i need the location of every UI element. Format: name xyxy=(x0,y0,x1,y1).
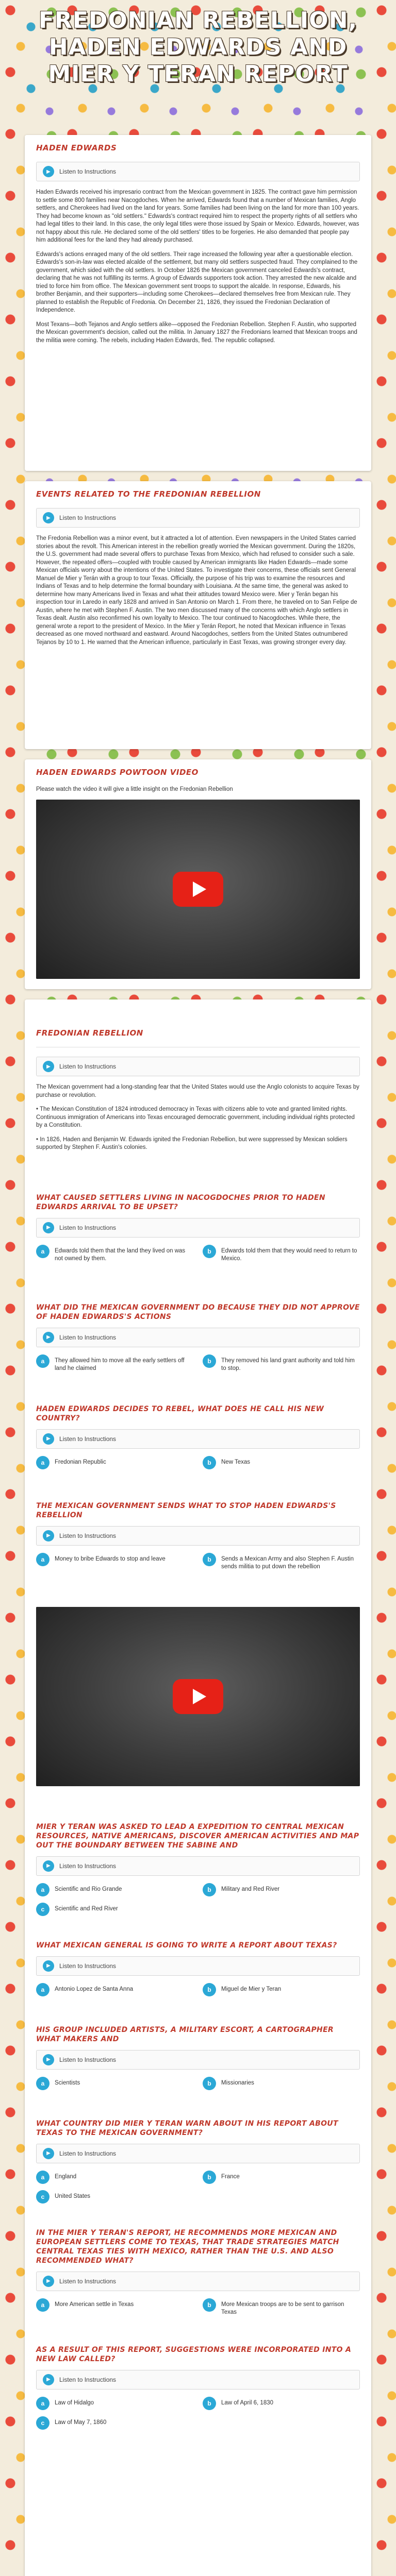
answer-option-b[interactable] xyxy=(203,1883,360,1896)
section-title: FREDONIAN REBELLION xyxy=(36,1028,143,1038)
play-icon[interactable] xyxy=(173,872,223,907)
answer-option-b[interactable] xyxy=(203,1456,360,1469)
option-letter: a xyxy=(36,2077,50,2090)
option-letter: c xyxy=(36,2416,50,2430)
listen-button[interactable] xyxy=(36,1526,360,1546)
option-letter: a xyxy=(36,1245,50,1258)
listen-button[interactable] xyxy=(36,162,360,181)
question-title: HIS GROUP INCLUDED ARTISTS, A MILITARY ESCORT, A CARTOGRAPHER WHAT MAKERS AND xyxy=(36,2025,334,2043)
option-letter: c xyxy=(36,1903,50,1916)
speaker-icon: ▶ xyxy=(43,1960,54,1972)
answer-option-b[interactable] xyxy=(203,2298,360,2316)
speaker-icon: ▶ xyxy=(43,1860,54,1872)
question-title: WHAT DID THE MEXICAN GOVERNMENT DO BECAUSE THEY DID NOT APPROVE OF HADEN EDWARDS'S ACTIONS xyxy=(36,1303,360,1321)
option-text: More Mexican troops are to be sent to garrison Texas xyxy=(221,2301,344,2315)
question-block xyxy=(36,1941,360,1996)
question-title: WHAT COUNTRY DID MIER Y TERAN WARN ABOUT IN HIS REPORT ABOUT TEXAS TO THE MEXICAN GOVERNMENT? xyxy=(36,2119,338,2137)
question-block xyxy=(36,1822,360,1916)
listen-button[interactable] xyxy=(36,1429,360,1449)
option-letter: a xyxy=(36,1983,50,1996)
question-block xyxy=(36,2025,360,2090)
section-title: HADEN EDWARDS xyxy=(36,143,117,152)
video-card xyxy=(25,759,371,989)
answer-option-b[interactable] xyxy=(203,1245,360,1263)
question-title: AS A RESULT OF THIS REPORT, SUGGESTIONS WERE INCORPORATED INTO A NEW LAW CALLED? xyxy=(36,2345,352,2363)
option-text: Scientists xyxy=(55,2079,80,2086)
listen-button[interactable] xyxy=(36,508,360,528)
question-block xyxy=(36,2119,360,2204)
answer-option-a[interactable] xyxy=(36,1983,193,1996)
question-title: MIER Y TERAN WAS ASKED TO LEAD A EXPEDITION TO CENTRAL MEXICAN RESOURCES, NATIVE AMERICANS, DISCOVER AMERICAN ACTIVITIES AND MAP OUT THE BOUNDARY BETWEEN THE SABINE AND xyxy=(36,1822,359,1850)
speaker-icon: ▶ xyxy=(43,1222,54,1233)
answer-options xyxy=(36,2298,360,2316)
option-letter: a xyxy=(36,2171,50,2184)
option-letter: a xyxy=(36,2397,50,2410)
option-letter: b xyxy=(203,1456,216,1469)
option-letter: b xyxy=(203,2171,216,2184)
option-letter: b xyxy=(203,1983,216,1996)
answer-option-b[interactable] xyxy=(203,1983,360,1996)
haden-edwards-card xyxy=(25,135,371,471)
video-caption: Please watch the video it will give a little insight on the Fredonian Rebellion xyxy=(36,786,233,792)
answer-option-a[interactable] xyxy=(36,2171,193,2184)
paragraph: Edwards's actions enraged many of the old settlers. Their rage increased the following year after a questionable election. Edwards's son-in-law was elected alcalde of the settlement, but many old settlers suspected fraud. They complained to the government, which sided with the old settlers. In October 1826 the Mexican government canceled Edwards's contract, declaring that he was not fulfilling its terms. A group of Edwards supporters took action. They arrested the new alcalde and tried to force him from office. The Mexican government sent troops to support the alcalde. In response, Edwards, his brother Benjamin, and their supporters—including some Cherokees—declared themselves free from Mexican rule. They planned to establish the Republic of Fredonia. On December 21, 1826, they issued the Fredonian Declaration of Independence. xyxy=(36,251,358,313)
paragraph: The Mexican government had a long-standing fear that the United States would use the Anglo colonists to acquire Texas by purchase or revolution. xyxy=(36,1084,359,1098)
answer-options xyxy=(36,1883,360,1896)
speaker-icon: ▶ xyxy=(43,1433,54,1445)
option-text: Law of April 6, 1830 xyxy=(221,2399,274,2406)
answer-option-a[interactable] xyxy=(36,1883,193,1896)
embedded-video xyxy=(36,1607,360,1786)
answer-option-a[interactable] xyxy=(36,2397,193,2410)
video-player[interactable] xyxy=(36,800,360,979)
answer-option-c[interactable] xyxy=(36,2416,193,2430)
play-icon[interactable] xyxy=(173,1679,223,1714)
paragraph: • In 1826, Haden and Benjamin W. Edwards ignited the Fredonian Rebellion, but were suppressed by Mexican soldiers supported by Stephen F. Austin's colonies. xyxy=(36,1136,348,1150)
option-text: United States xyxy=(55,2193,91,2199)
paragraph: The Fredonia Rebellion was a minor event, but it attracted a lot of attention. Even newspapers in the United States carried stories about the revolt. This American interest in the rebellion greatly worried the Mexican government. During the 1820s, the U.S. government had made several offers to purchase Texas from Mexico, which had refused to consider such a sale. However, the repeated offers—coupled with trouble caused by American immigrants like Haden Edwards—made some Mexican officials worry about the intentions of the United States. To investigate their concerns, these officials sent General Manuel de Mier y Terán with a group to tour Texas. Officially, the purpose of his trip was to examine the resources and Indians of Texas and to help determine the formal boundary with Louisiana. At the same time, the general was asked to determine how many Americans lived in Texas and what their attitudes toward Mexico were. Mier y Terán began his inspection tour in Laredo in early 1828 and arrived in San Antonio on March 1. From there, he traveled on to San Felipe de Austin, where he met with Stephen F. Austin. The two men discussed many of the concerns with which Anglo settlers in Texas dealt. Austin also reconfirmed his own loyalty to Mexico. The tour continued to Nacogdoches. While there, the general wrote a report to the president of Mexico. In the Mier y Terán Report, he noted that Mexican influence in Texas decreased as one moved northward and eastward. Around Nacogdoches, settlers from the United States outnumbered Tejanos by 10 to 1. He warned that the American influence, particularly in East Texas, was growing stronger every day. xyxy=(36,535,357,646)
answer-options xyxy=(36,2397,360,2410)
option-letter: b xyxy=(203,2077,216,2090)
paragraph: Most Texans—both Tejanos and Anglo settlers alike—opposed the Fredonian Rebellion. Stephen F. Austin, who supported the Mexican government's decision, called out the militia. In January 1827 the Fredonians learned that Mexican troops and the militia were coming. The rebels, including Haden Edwards, fled. The republic collapsed. xyxy=(36,321,357,344)
answer-options xyxy=(36,1903,360,1916)
answer-options xyxy=(36,1983,360,1996)
listen-label: Listen to Instructions xyxy=(59,2277,117,2285)
option-text: England xyxy=(55,2173,77,2180)
option-letter: c xyxy=(36,2190,50,2204)
listen-button[interactable] xyxy=(36,2050,360,2070)
answer-option-b[interactable] xyxy=(203,2171,360,2184)
answer-option-b[interactable] xyxy=(203,1553,360,1571)
option-letter: b xyxy=(203,1245,216,1258)
answer-option-c[interactable] xyxy=(36,2190,193,2204)
speaker-icon: ▶ xyxy=(43,166,54,177)
option-letter: a xyxy=(36,1354,50,1368)
answer-options xyxy=(36,2077,360,2090)
option-text: Miguel de Mier y Teran xyxy=(221,1986,282,1992)
option-spacer xyxy=(203,2416,360,2430)
option-letter: b xyxy=(203,2397,216,2410)
option-text: Fredonian Republic xyxy=(55,1459,106,1465)
listen-button[interactable] xyxy=(36,1218,360,1238)
answer-option-a[interactable] xyxy=(36,1245,193,1263)
option-letter: a xyxy=(36,1456,50,1469)
speaker-icon: ▶ xyxy=(43,2054,54,2065)
option-text: Scientific and Red River xyxy=(55,1905,118,1912)
paragraph: • The Mexican Constitution of 1824 introduced democracy in Texas with citizens able to vote and granted limited rights. Continuous immigration of Americans into Texas encouraged democratic government, including individual rights protected by a Constitution. xyxy=(36,1106,355,1128)
option-text: Law of May 7, 1860 xyxy=(55,2419,107,2426)
listen-button[interactable] xyxy=(36,2144,360,2163)
listen-label: Listen to Instructions xyxy=(59,2376,117,2383)
title-banner xyxy=(0,0,396,135)
option-spacer xyxy=(203,2190,360,2204)
listen-button[interactable] xyxy=(36,1856,360,1876)
listen-label: Listen to Instructions xyxy=(59,1435,117,1443)
speaker-icon: ▶ xyxy=(43,2148,54,2159)
question-block xyxy=(36,1404,360,1469)
option-text: They allowed him to move all the early settlers off land he claimed xyxy=(55,1357,185,1371)
listen-button[interactable] xyxy=(36,2272,360,2291)
option-text: More American settle in Texas xyxy=(55,2301,134,2308)
option-text: Money to bribe Edwards to stop and leave xyxy=(55,1555,166,1562)
speaker-icon: ▶ xyxy=(43,512,54,523)
answer-options xyxy=(36,2190,360,2204)
option-text: Edwards told them that the land they lived on was not owned by them. xyxy=(55,1247,186,1262)
answer-option-a[interactable] xyxy=(36,1354,193,1372)
speaker-icon: ▶ xyxy=(43,2374,54,2385)
speaker-icon: ▶ xyxy=(43,1530,54,1541)
page-title: FREDONIAN REBELLION, HADEN EDWARDS AND MIER Y TERAN REPORT xyxy=(38,7,358,87)
option-letter: a xyxy=(36,2298,50,2312)
answer-options xyxy=(36,1456,360,1469)
listen-label: Listen to Instructions xyxy=(59,1333,117,1341)
option-text: Sends a Mexican Army and also Stephen F. Austin sends militia to put down the rebellion xyxy=(221,1555,354,1570)
answer-option-c[interactable] xyxy=(36,1903,193,1916)
question-title: WHAT CAUSED SETTLERS LIVING IN NACOGDOCHES PRIOR TO HADEN EDWARDS ARRIVAL TO BE UPSET? xyxy=(36,1193,325,1211)
listen-button[interactable] xyxy=(36,1328,360,1347)
paragraph: Haden Edwards received his impresario contract from the Mexican government in 1825. The contract gave him permission to settle some 800 families near Nacogdoches. When he arrived, Edwards found that a number of Mexican families, Anglo settlers, and Cherokees had lived on the land for years. Some families had been living on the land for more than 100 years. They had become known as "old settlers." Edwards's contract required him to respect the property rights of all settlers who had legal titles to their land. In this case, the only legal titles were those issued by Spain or Mexico. Edwards, however, was not happy about this rule. He declared some of the old settlers' titles to be forgeries. He also demanded that people pay him additional fees for the land they had already purchased. xyxy=(36,189,359,243)
haden-text xyxy=(36,189,360,345)
option-text: Law of Hidalgo xyxy=(55,2399,94,2406)
option-text: Missionaries xyxy=(221,2079,254,2086)
listen-label: Listen to Instructions xyxy=(59,1532,117,1539)
answer-option-a[interactable] xyxy=(36,1456,193,1469)
speaker-icon: ▶ xyxy=(43,2276,54,2287)
answer-option-b[interactable] xyxy=(203,2397,360,2410)
option-letter: b xyxy=(203,2298,216,2312)
answer-options xyxy=(36,2171,360,2184)
option-text: Antonio Lopez de Santa Anna xyxy=(55,1986,134,1992)
option-letter: a xyxy=(36,1883,50,1896)
speaker-icon: ▶ xyxy=(43,1061,54,1072)
answer-option-b[interactable] xyxy=(203,1354,360,1372)
question-title: IN THE MIER Y TERAN'S REPORT, HE RECOMMENDS MORE MEXICAN AND EUROPEAN SETTLERS COME TO TEXAS, THAT TRADE STRATEGIES MATCH CENTRAL TEXAS TIES WITH MEXICO, RATHER THAN THE U.S. AND ALSO RECOMMENDED WHAT? xyxy=(36,2228,339,2265)
speaker-icon: ▶ xyxy=(43,1332,54,1343)
listen-label: Listen to Instructions xyxy=(59,1862,117,1870)
option-text: They removed his land grant authority and told him to stop. xyxy=(221,1357,355,1371)
option-letter: b xyxy=(203,1553,216,1566)
option-spacer xyxy=(203,1903,360,1916)
question-block xyxy=(36,2345,360,2430)
answer-option-a[interactable] xyxy=(36,1553,193,1571)
events-text xyxy=(36,535,360,647)
question-title: WHAT MEXICAN GENERAL IS GOING TO WRITE A REPORT ABOUT TEXAS? xyxy=(36,1941,337,1950)
option-text: Edwards told them that they would need to return to Mexico. xyxy=(221,1247,357,1262)
listen-button[interactable] xyxy=(36,1956,360,1976)
option-letter: b xyxy=(203,1883,216,1896)
listen-label: Listen to Instructions xyxy=(59,2149,117,2157)
answer-options xyxy=(36,1354,360,1372)
question-block xyxy=(36,1193,360,1263)
question-block xyxy=(36,2228,360,2316)
listen-button[interactable] xyxy=(36,2370,360,2389)
fredonian-text xyxy=(36,1083,360,1152)
answer-option-b[interactable] xyxy=(203,2077,360,2090)
option-text: Military and Red River xyxy=(221,1886,280,1892)
question-title: THE MEXICAN GOVERNMENT SENDS WHAT TO STOP HADEN EDWARDS'S REBELLION xyxy=(36,1501,336,1519)
option-letter: a xyxy=(36,1553,50,1566)
listen-label: Listen to Instructions xyxy=(59,1962,117,1970)
answer-options xyxy=(36,2416,360,2430)
listen-button[interactable] xyxy=(36,1057,360,1076)
option-text: New Texas xyxy=(221,1459,251,1465)
listen-label: Listen to Instructions xyxy=(59,2056,117,2063)
question-title: HADEN EDWARDS DECIDES TO REBEL, WHAT DOES HE CALL HIS NEW COUNTRY? xyxy=(36,1404,324,1422)
listen-label: Listen to Instructions xyxy=(59,1224,117,1231)
listen-label: Listen to Instructions xyxy=(59,168,117,175)
section-title: HADEN EDWARDS POWTOON VIDEO xyxy=(36,768,199,777)
listen-label: Listen to Instructions xyxy=(59,1063,117,1070)
question-block xyxy=(36,1501,360,1571)
listen-label: Listen to Instructions xyxy=(59,514,117,521)
option-letter: b xyxy=(203,1354,216,1368)
question-block xyxy=(36,1303,360,1372)
answer-option-a[interactable] xyxy=(36,2298,193,2316)
fredonian-card xyxy=(25,999,371,2576)
answer-options xyxy=(36,1553,360,1571)
video-player[interactable] xyxy=(36,1607,360,1786)
option-text: France xyxy=(221,2173,240,2180)
section-title: EVENTS RELATED TO THE FREDONIAN REBELLION xyxy=(36,489,261,499)
events-card xyxy=(25,481,371,749)
answer-option-a[interactable] xyxy=(36,2077,193,2090)
answer-options xyxy=(36,1245,360,1263)
option-text: Scientific and Rio Grande xyxy=(55,1886,122,1892)
